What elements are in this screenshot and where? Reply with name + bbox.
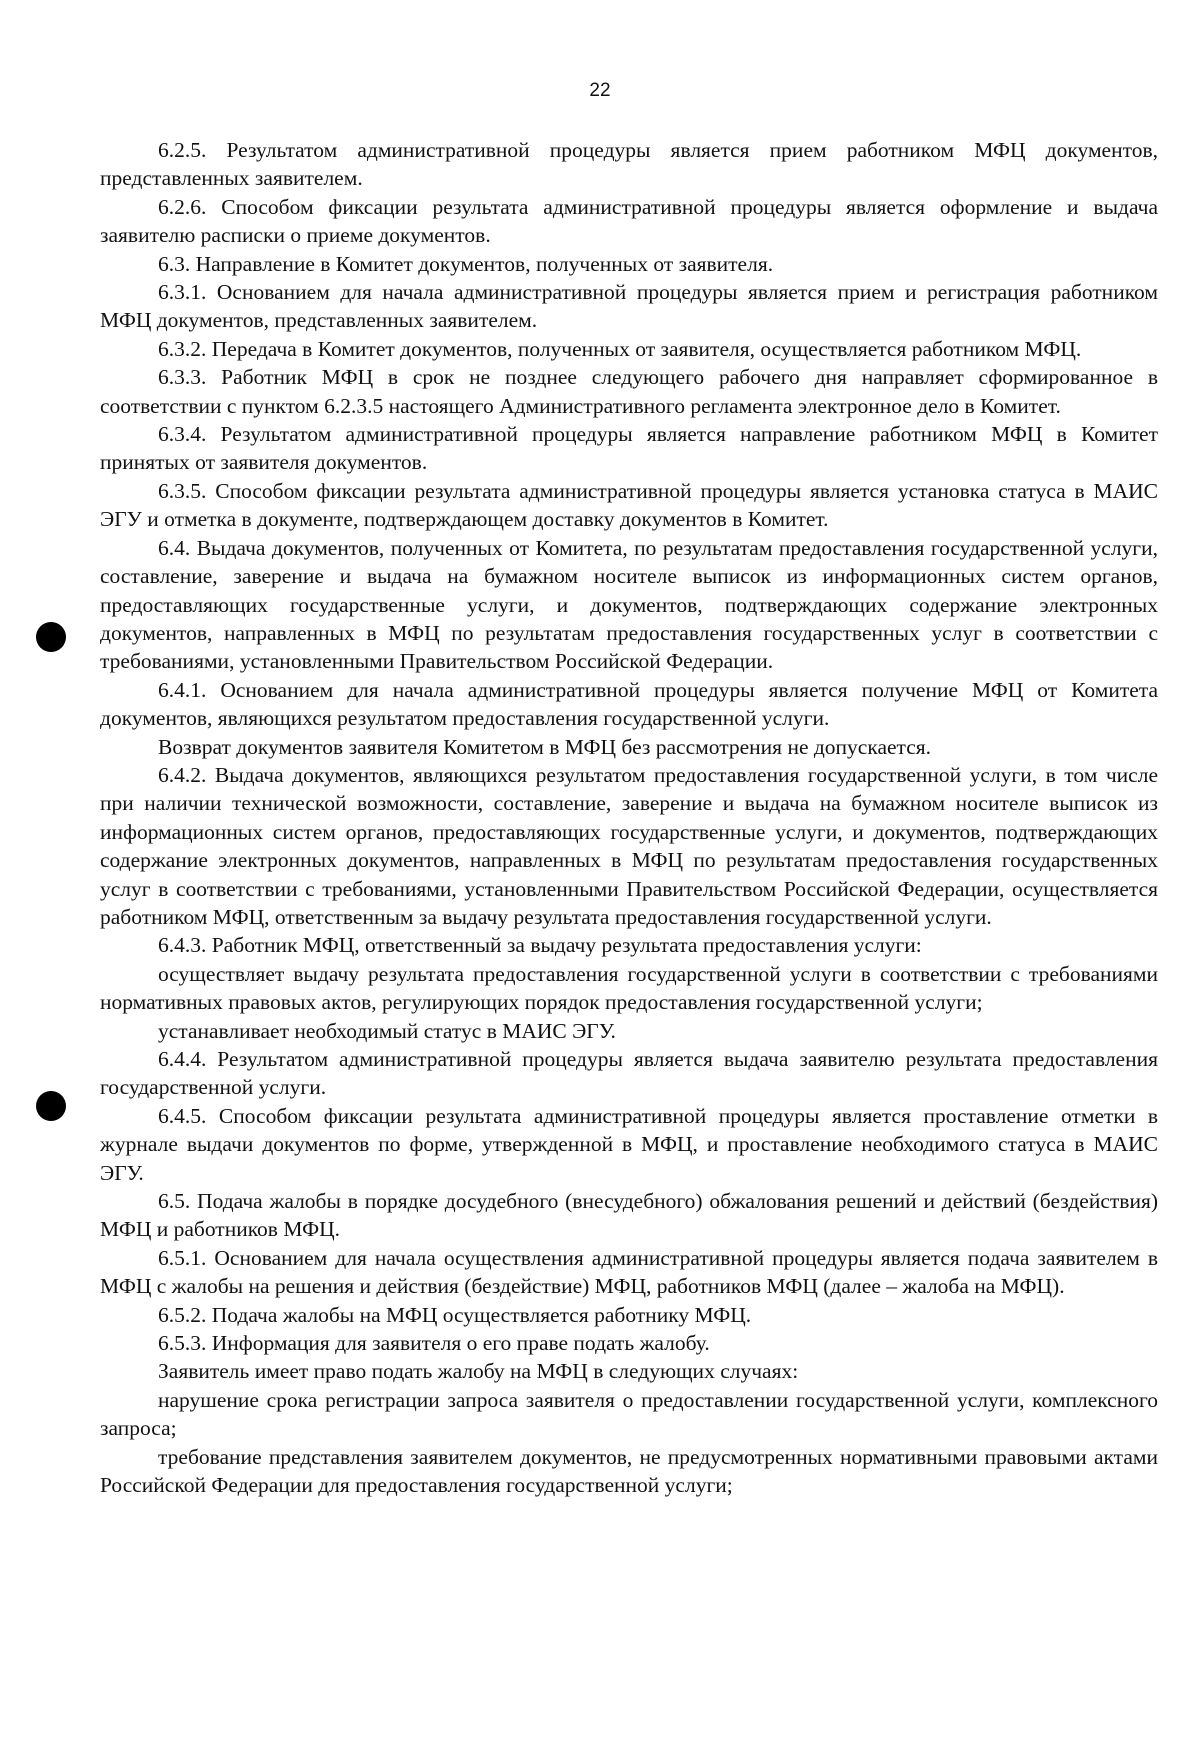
paragraph-6-3-5: 6.3.5. Способом фиксации результата административной процедуры является установка статуса в МАИС ЭГУ и отметка в документе, подтверждающем доставку документов в Комитет. xyxy=(100,478,1158,532)
list-item-registration-violation: нарушение срока регистрации запроса заявителя о предоставлении государственной услуги, комплексного запроса; xyxy=(100,1387,1158,1441)
paragraph-return-of-documents: Возврат документов заявителя Комитетом в МФЦ без рассмотрения не допускается. xyxy=(158,734,932,759)
paragraph-6-3-1: 6.3.1. Основанием для начала административной процедуры является прием и регистрация работником МФЦ документов, представленных заявителем. xyxy=(100,280,1158,333)
paragraph-6-4-4: 6.4.4. Результатом административной процедуры является выдача заявителю результата предоставления государственной услуги. xyxy=(100,1047,1158,1100)
paragraph-6-4-2: 6.4.2. Выдача документов, являющихся результатом предоставления государственной услуги, в том числе при наличии технической возможности, составление, заверение и выдача на бумажном носителе выписок из информационных систем органов, предоставляющих государственные услуги, и документов, подтверждающих содержание электронных документов, направленных в МФЦ по результатам предоставления государственных услуг в соответствии с требованиями, установленными Правительством Российской Федерации, осуществляется работником МФЦ, ответственным за выдачу результата предоставления государственной услуги. xyxy=(100,762,1158,929)
paragraph-6-4-3: 6.4.3. Работник МФЦ, ответственный за выдачу результата предоставления услуги: xyxy=(158,933,922,958)
paragraph-6-3-3: 6.3.3. Работник МФЦ в срок не позднее следующего рабочего дня направляет сформированное в соответствии с пунктом 6.2.3.5 настоящего Административного регламента электронное дело в Комитет. xyxy=(100,365,1158,418)
list-item-set-status: устанавливает необходимый статус в МАИС ЭГУ. xyxy=(158,1018,616,1043)
paragraph-6-2-6: 6.2.6. Способом фиксации результата административной процедуры является оформление и выдача заявителю расписки о приеме документов. xyxy=(100,194,1158,248)
section-heading-6-5: 6.5. Подача жалобы в порядке досудебного (внесудебного) обжалования решений и действий (бездействия) МФЦ и работников МФЦ. xyxy=(100,1189,1158,1242)
page-number: 22 xyxy=(589,80,611,101)
paragraph-6-2-5: 6.2.5. Результатом административной процедуры является прием работником МФЦ документов, представленных заявителем. xyxy=(100,138,1158,191)
punch-hole xyxy=(36,622,66,652)
paragraph-6-5-1: 6.5.1. Основанием для начала осуществления административной процедуры является подача заявителем в МФЦ с жалобы на решения и действия (бездействие) МФЦ, работников МФЦ (далее – жалоба на МФЦ). xyxy=(100,1245,1158,1299)
document-body xyxy=(100,136,1158,1500)
paragraph-6-4-5: 6.4.5. Способом фиксации результата административной процедуры является проставление отметки в журнале выдачи документов по форме, утвержденной в МФЦ, и проставление необходимого статуса в МАИС ЭГУ. xyxy=(100,1103,1158,1185)
punch-hole xyxy=(36,1091,66,1121)
paragraph-6-4-1: 6.4.1. Основанием для начала административной процедуры является получение МФЦ от Комитета документов, являющихся результатом предоставления государственной услуги. xyxy=(100,677,1158,731)
section-heading-6-4: 6.4. Выдача документов, полученных от Комитета, по результатам предоставления государственной услуги, составление, заверение и выдача на бумажном носителе выписок из информационных систем органов, предоставляющих государственные услуги, и документов, подтверждающих содержание электронных документов, направленных в МФЦ по результатам предоставления государственных услуг в соответствии с требованиями, установленными Правительством Российской Федерации. xyxy=(100,535,1158,674)
list-item-issue-result: осуществляет выдачу результата предоставления государственной услуги в соответствии с требованиями нормативных правовых актов, регулирующих порядок предоставления государственной услуги; xyxy=(100,961,1158,1015)
list-item-extra-documents: требование представления заявителем документов, не предусмотренных нормативными правовыми актами Российской Федерации для предоставления государственной услуги; xyxy=(100,1444,1158,1498)
paragraph-6-3-2: 6.3.2. Передача в Комитет документов, полученных от заявителя, осуществляется работником МФЦ. xyxy=(158,336,1082,361)
paragraph-6-5-3: 6.5.3. Информация для заявителя о его праве подать жалобу. xyxy=(158,1331,710,1356)
paragraph-6-5-2: 6.5.2. Подача жалобы на МФЦ осуществляется работнику МФЦ. xyxy=(158,1302,752,1327)
paragraph-6-3-4: 6.3.4. Результатом административной процедуры является направление работником МФЦ в Комитет принятых от заявителя документов. xyxy=(100,422,1158,475)
paragraph-complaint-cases-intro: Заявитель имеет право подать жалобу на МФЦ в следующих случаях: xyxy=(158,1359,799,1384)
section-heading-6-3: 6.3. Направление в Комитет документов, полученных от заявителя. xyxy=(158,251,774,276)
